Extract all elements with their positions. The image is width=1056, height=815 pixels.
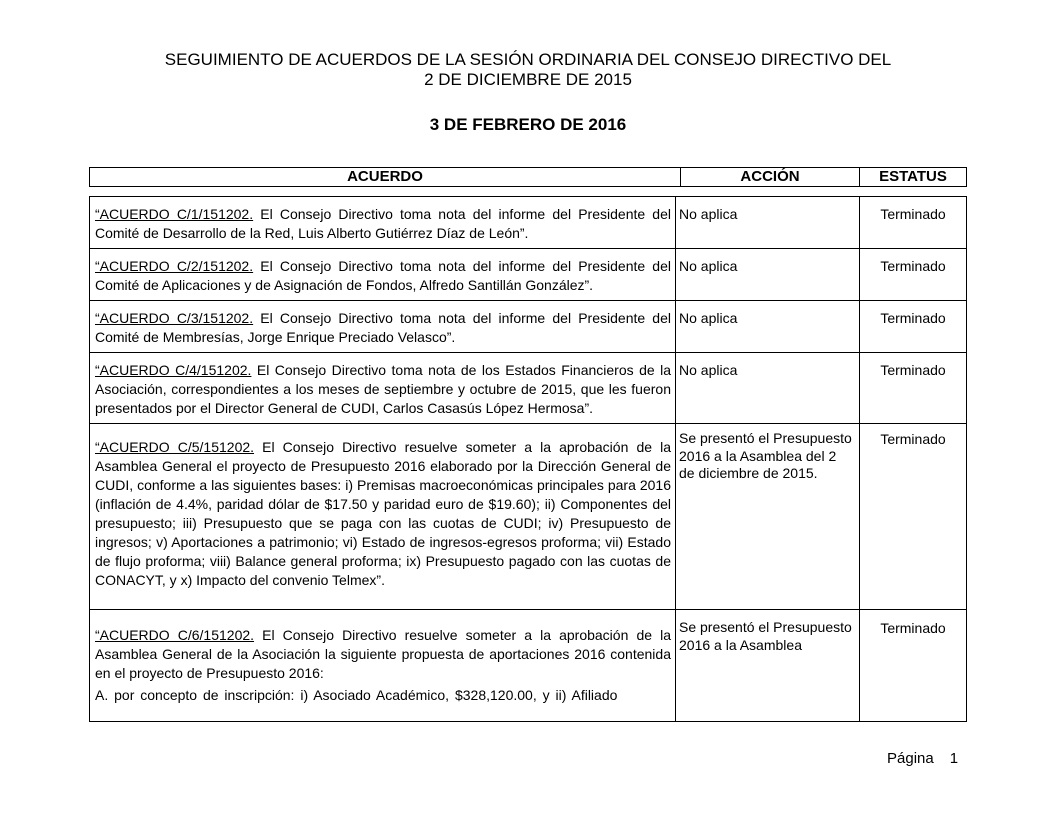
acuerdo-id: “ACUERDO C/4/151202. (95, 362, 252, 378)
page-number: 1 (949, 750, 959, 767)
acuerdo-text: El Consejo Directivo toma nota del informe del Presidente del Comité de Desarrollo de la Red, Luis Alberto Gutiérrez Díaz de León”. (95, 206, 671, 241)
table-row-6-estatus: Terminado (859, 609, 967, 722)
column-header-acuerdo: ACUERDO (89, 167, 681, 187)
document-title-line2: 2 DE DICIEMBRE DE 2015 (424, 70, 632, 89)
table-row-4-estatus: Terminado (859, 352, 967, 424)
column-header-accion: ACCIÓN (680, 167, 860, 187)
document-title-line1: SEGUIMIENTO DE ACUERDOS DE LA SESIÓN ORDINARIA DEL CONSEJO DIRECTIVO DEL (164, 50, 892, 69)
table-row-3-accion: No aplica (675, 300, 860, 353)
table-row-1-estatus: Terminado (859, 196, 967, 249)
table-row-5-accion: Se presentó el Presupuesto 2016 a la Asamblea del 2 de diciembre de 2015. (675, 423, 860, 610)
table-row-1-accion: No aplica (675, 196, 860, 249)
acuerdo-item-a: A. por concepto de inscripción: i) Asociado Académico, $328,120.00, y ii) Afiliado (95, 687, 618, 703)
acuerdo-text: El Consejo Directivo resuelve someter a la aprobación de la Asamblea General de la Asociación la siguiente propuesta de aportaciones 2016 contenida en el proyecto de Presupuesto 2016: (95, 627, 671, 681)
table-row-2-accion: No aplica (675, 248, 860, 301)
table-row-6-acuerdo (89, 609, 676, 722)
acuerdo-text: El Consejo Directivo resuelve someter a la aprobación de la Asamblea General el proyecto de Presupuesto 2016 elaborado por la Dirección General de CUDI, conforme a las siguientes bases: i) Premisas macroeconómicas principales para 2016 (inflación de 4.4%, paridad dólar de $17.50 y paridad euro de $19.60); ii) Componentes del presupuesto; iii) Presupuesto que se paga con las cuotas de CUDI; iv) Presupuesto de ingresos; v) Aportaciones a patrimonio; vi) Estado de ingresos-egresos proforma; vii) Estado de flujo proforma; viii) Balance general proforma; ix) Presupuesto pagado con las cuotas de CONACYT, y x) Impacto del convenio Telmex”. (95, 439, 671, 588)
acuerdo-id: “ACUERDO C/2/151202. (95, 258, 254, 274)
page-footer (887, 750, 958, 767)
acuerdo-id: “ACUERDO C/6/151202. (95, 627, 255, 643)
acuerdo-id: “ACUERDO C/5/151202. (95, 439, 255, 455)
table-row-2-estatus: Terminado (859, 248, 967, 301)
document-date: 3 DE FEBRERO DE 2016 (429, 115, 627, 134)
acuerdo-text: El Consejo Directivo toma nota del informe del Presidente del Comité de Membresías, Jorge Enrique Preciado Velasco”. (95, 310, 671, 345)
table-row-3-acuerdo (89, 300, 676, 353)
table-row-2-acuerdo (89, 248, 676, 301)
table-row-5-acuerdo (89, 423, 676, 610)
page-label: Página (887, 750, 934, 767)
table-row-5-estatus: Terminado (859, 423, 967, 610)
acuerdo-id: “ACUERDO C/1/151202. (95, 206, 254, 222)
table-row-3-estatus: Terminado (859, 300, 967, 353)
acuerdo-text: El Consejo Directivo toma nota del informe del Presidente del Comité de Aplicaciones y de Asignación de Fondos, Alfredo Santillán González”. (95, 258, 671, 293)
acuerdo-text: El Consejo Directivo toma nota de los Estados Financieros de la Asociación, correspondientes a los meses de septiembre y octubre de 2015, que les fueron presentados por el Director General de CUDI, Carlos Casasús López Hermosa”. (95, 362, 671, 416)
table-row-4-acuerdo (89, 352, 676, 424)
acuerdo-id: “ACUERDO C/3/151202. (95, 310, 254, 326)
table-row-4-accion: No aplica (675, 352, 860, 424)
table-row-1-acuerdo (89, 196, 676, 249)
table-row-6-accion: Se presentó el Presupuesto 2016 a la Asamblea (675, 609, 860, 722)
column-header-estatus: ESTATUS (859, 167, 967, 187)
